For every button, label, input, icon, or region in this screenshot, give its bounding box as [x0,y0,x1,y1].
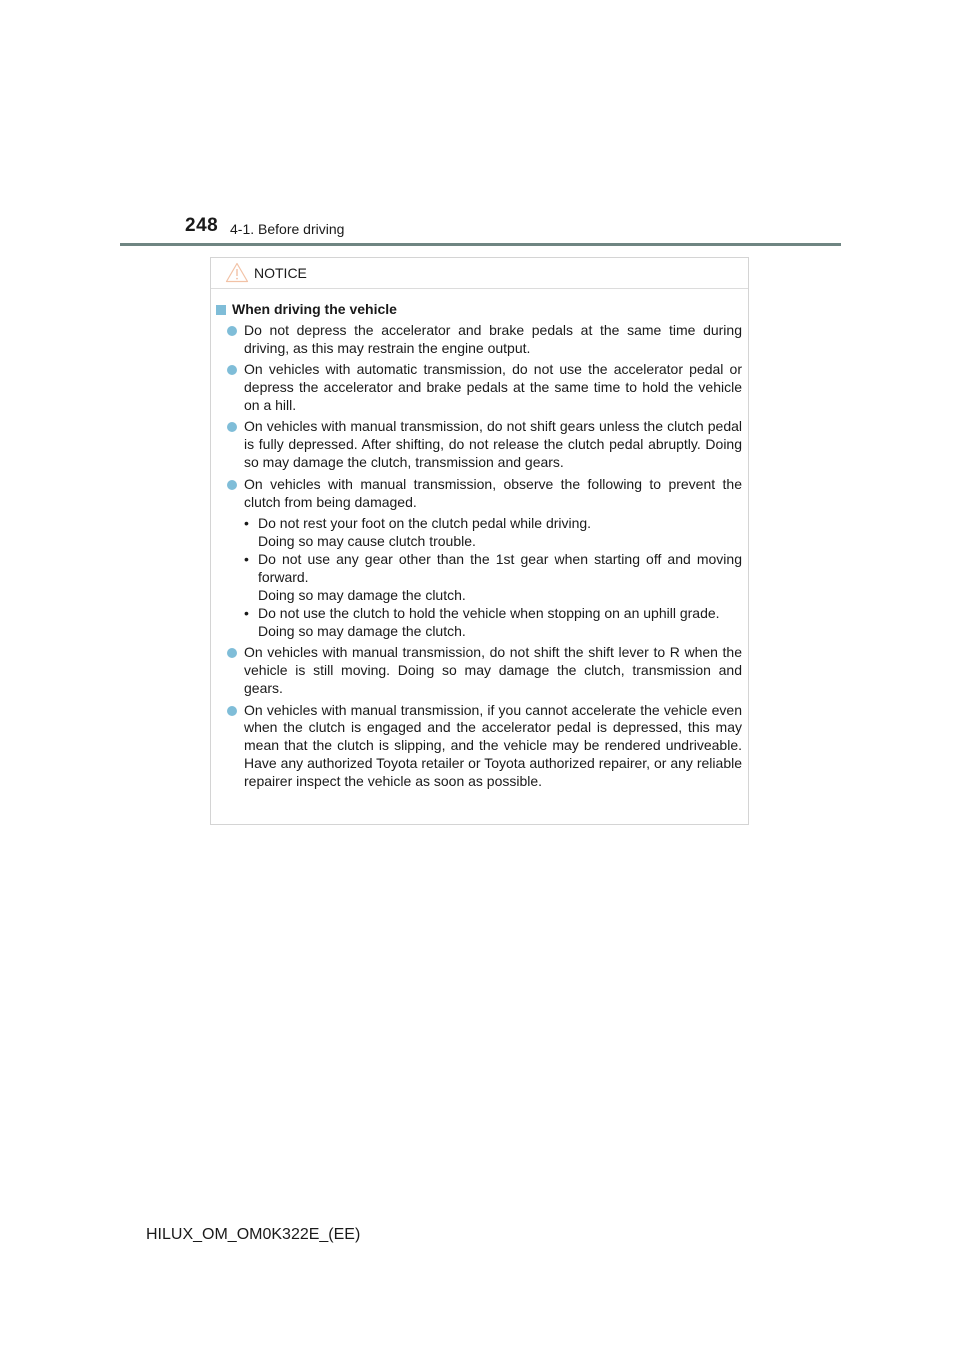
list-item-text: Do not depress the accelerator and brake pedals at the same time during driving, as this may restrain the engine output. [244,321,742,356]
list-item-text: On vehicles with manual transmission, do not shift gears unless the clutch pedal is fully depressed. After shifting, do not release the clutch pedal abruptly. Doing so may damage the clutch, transmission and gears. [244,418,742,471]
document-code: HILUX_OM_OM0K322E_(EE) [146,1226,361,1243]
list-item [216,476,742,641]
list-item-content [244,476,742,641]
circle-bullet-icon [227,422,237,432]
sub-list-item-note: Doing so may damage the clutch. [258,587,466,604]
notice-body [211,289,748,791]
sub-list-item [244,551,742,605]
list-item-text: On vehicles with manual transmission, observe the following to prevent the clutch from being damaged. [244,475,742,510]
sub-list-item-body [258,515,742,551]
sub-list-item [244,605,742,641]
list-item [216,644,742,698]
square-bullet-icon [216,305,226,315]
sub-list-item-text: Do not use any gear other than the 1st gear when starting off and moving forward. [258,551,742,586]
circle-bullet-icon [227,365,237,375]
notice-header [211,258,748,289]
list-item [216,418,742,472]
list-item [216,361,742,415]
list-item [216,702,742,792]
header-divider [120,243,841,246]
circle-bullet-icon [227,480,237,490]
dot-bullet: • [244,551,249,568]
sub-list-item-text: Do not use the clutch to hold the vehicle when stopping on an uphill grade. [258,605,720,621]
list-item [216,322,742,358]
list-item-text: On vehicles with automatic transmission, do not use the accelerator pedal or depress the accelerator and brake pedals at the same time to hold the vehicle on a hill. [244,361,742,414]
circle-bullet-icon [227,706,237,716]
dot-bullet: • [244,515,249,532]
list-item-text: On vehicles with manual transmission, do not shift the shift lever to R when the vehicle is still moving. Doing so may damage the clutch, transmission and gears. [244,644,742,697]
sub-list-item [244,515,742,551]
notice-box [210,257,749,825]
sub-list-item-note: Doing so may damage the clutch. [258,622,466,639]
page-number: 248 [185,215,219,236]
circle-bullet-icon [227,648,237,658]
sub-list-item-body [258,605,742,641]
subheading-text: When driving the vehicle [232,301,397,317]
list-item-text: On vehicles with manual transmission, if you cannot accelerate the vehicle even when the clutch is engaged and the accelerator pedal is depressed, this may mean that the clutch is slipping, and the vehicle may be rendered undriveable. Have any authorized Toyota retailer or Toyota authorized repairer, or any reliable repairer inspect the vehicle as soon as possible. [244,701,742,790]
circle-bullet-icon [227,326,237,336]
warning-triangle-icon [225,262,249,283]
notice-label: NOTICE [254,265,307,281]
notice-subheading [216,301,742,319]
sub-list-item-note: Doing so may cause clutch trouble. [258,533,476,550]
sub-list-item-body [258,551,742,605]
dot-bullet: • [244,605,249,621]
sub-list-item-text: Do not rest your foot on the clutch pedal while driving. [258,515,592,532]
section-title: 4-1. Before driving [230,221,345,237]
